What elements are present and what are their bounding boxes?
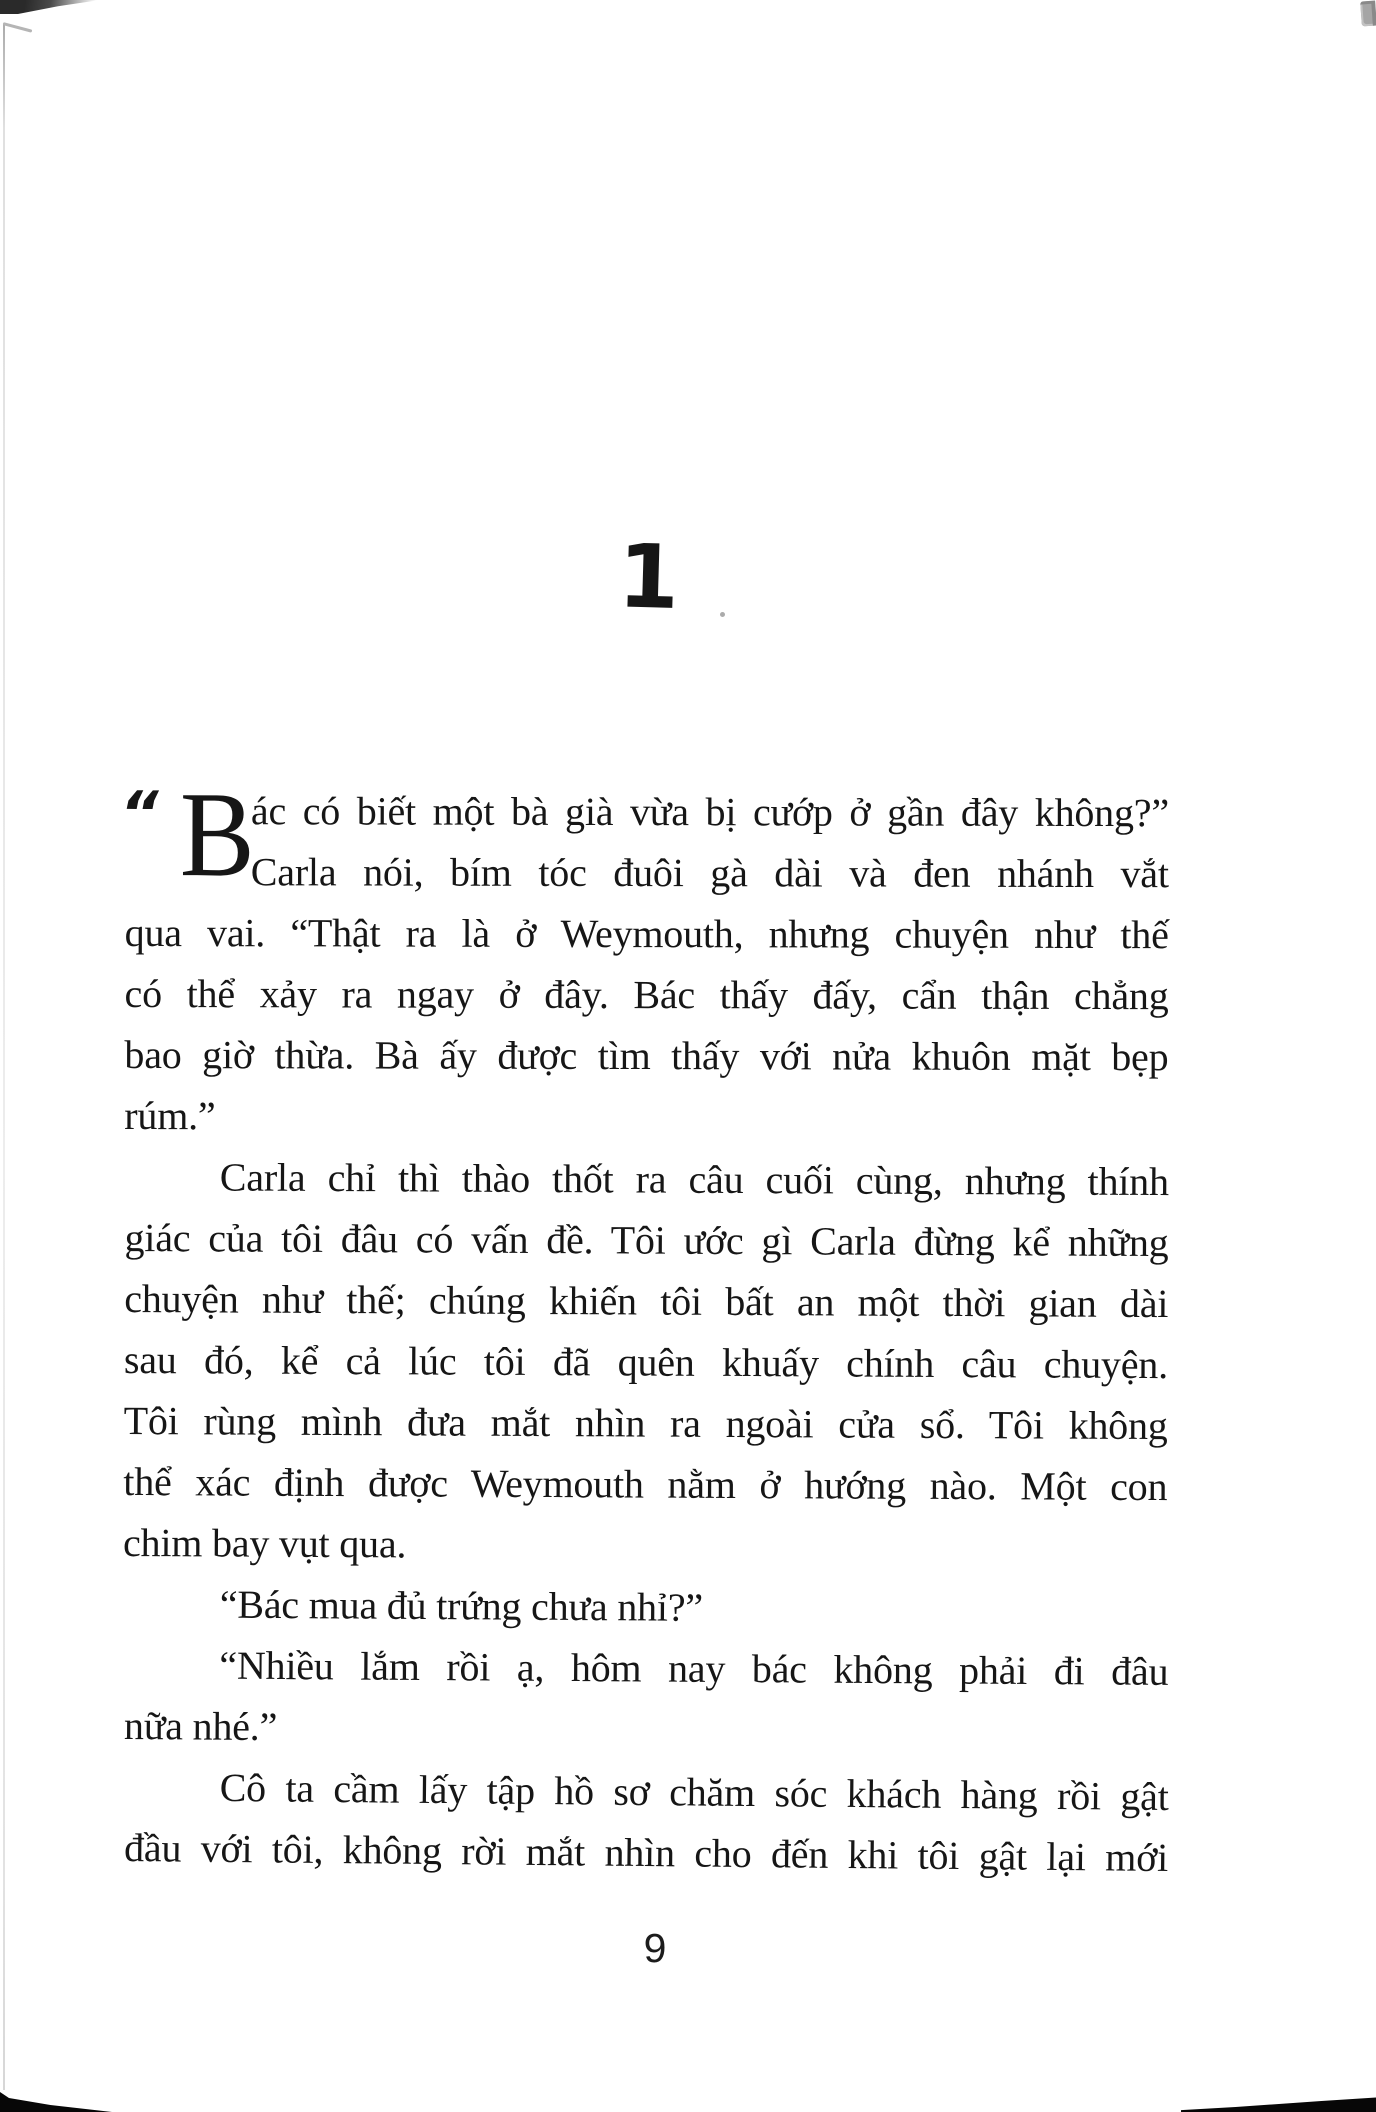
scan-artifact-top-left-smudge: [0, 0, 100, 14]
text-line: sau đó, kể cả lúc tôi đã quên khuấy chính câu chuyện.: [123, 1336, 1169, 1388]
drop-cap-letter: B: [179, 767, 255, 903]
text-line: đầu với tôi, không rời mắt nhìn cho đến khi tôi gật lại mới: [123, 1824, 1169, 1881]
text-line: có thể xảy ra ngay ở đây. Bác thấy đấy, cẩn thận chẳng: [124, 970, 1169, 1019]
text-line: qua vai. “Thật ra là ở Weymouth, nhưng chuyện như thế: [124, 909, 1169, 958]
chapter-number: 1: [616, 524, 679, 629]
text-line: Carla nói, bím tóc đuôi gà dài và đen nhánh vắt: [250, 849, 1169, 897]
scan-artifact-left-edge-line: [3, 24, 5, 2090]
scan-artifact-bottom-right-shadow: [1181, 2093, 1376, 2112]
page-number: 9: [643, 1925, 667, 1971]
text-line: Cô ta cầm lấy tập hồ sơ chăm sóc khách hàng rồi gật: [219, 1764, 1169, 1820]
text-line: Tôi rùng mình đưa mắt nhìn ra ngoài cửa sổ. Tôi không: [123, 1397, 1168, 1449]
text-line: thể xác định được Weymouth nằm ở hướng nào. Một con: [123, 1458, 1168, 1510]
text-line: chuyện như thế; chúng khiến tôi bất an một thời gian dài: [124, 1275, 1169, 1327]
text-line: ác có biết một bà già vừa bị cướp ở gần đây không?”: [250, 788, 1169, 836]
text-line: chim bay vụt qua.: [122, 1519, 407, 1567]
paragraph-2: [123, 1146, 1169, 1578]
text-line: Carla chỉ thì thào thốt ra câu cuối cùng, nhưng thính: [219, 1154, 1169, 1205]
text-line: “Nhiều lắm rồi ạ, hôm nay bác không phải đi đâu: [219, 1642, 1169, 1694]
paragraph-4: [124, 1756, 1169, 1888]
text-line: giác của tôi đâu có vấn đề. Tôi ước gì Carla đừng kể những: [124, 1214, 1169, 1266]
scan-artifact-bottom-left-shadow: [0, 2092, 112, 2112]
scan-artifact-left-hook: [3, 22, 33, 33]
text-line: bao giờ thừa. Bà ấy được tìm thấy với nửa khuôn mặt bẹp: [124, 1031, 1169, 1080]
scan-artifact-top-right-smudge: [1360, 1, 1376, 27]
text-line: nữa nhé.”: [123, 1702, 278, 1750]
scan-artifact-ink-speck: [720, 612, 725, 617]
body-text: [119, 767, 1169, 1881]
text-line: rúm.”: [124, 1092, 216, 1139]
opening-quote-mark: “: [119, 778, 159, 850]
paragraph-1: [119, 767, 1169, 1148]
text-line: “Bác mua đủ trứng chưa nhỉ?”: [219, 1581, 704, 1630]
paragraph-3-dialogue: [124, 1573, 1169, 1763]
